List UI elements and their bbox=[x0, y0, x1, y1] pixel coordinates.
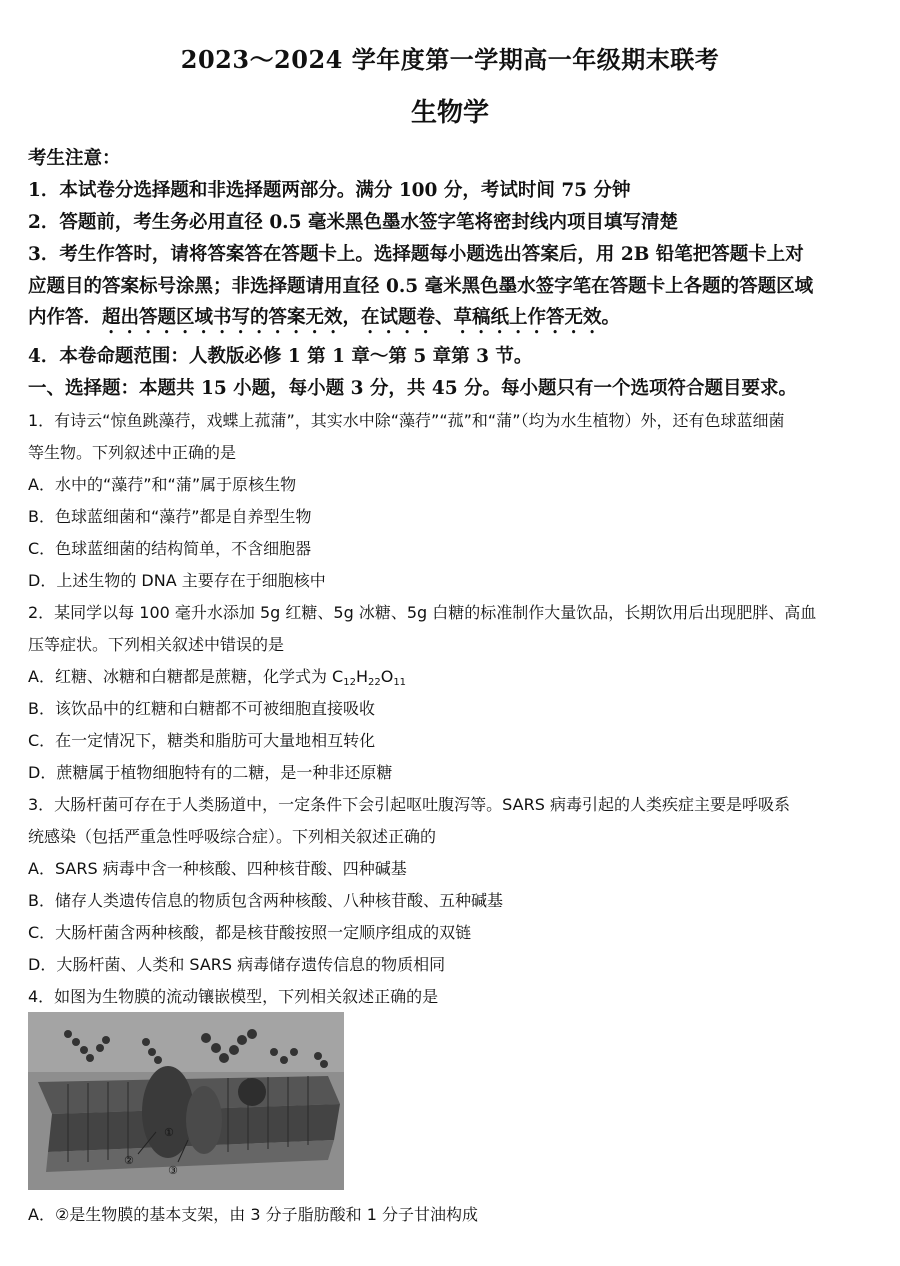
q3-option-d: D．大肠杆菌、人类和 SARS 病毒储存遗传信息的物质相同 bbox=[28, 955, 446, 974]
q2-stem-line-1: 2．某同学以每 100 毫升水添加 5g 红糖、5g 冰糖、5g 白糖的标准制作大量饮品，长期饮用后出现肥胖、高血 bbox=[28, 603, 817, 622]
q1-option-d: D．上述生物的 DNA 主要存在于细胞核中 bbox=[28, 571, 326, 590]
q4-stem: 4．如图为生物膜的流动镶嵌模型，下列相关叙述正确的是 bbox=[28, 987, 439, 1006]
notice-item-3-line-1: 3．考生作答时，请将答案答在答题卡上。选择题每小题选出答案后，用 2B 铅笔把答题卡上对 bbox=[28, 244, 804, 265]
q3-option-b: B．储存人类遗传信息的物质包含两种核酸、八种核苷酸、五种碱基 bbox=[28, 891, 503, 910]
notice-heading: 考生注意： bbox=[28, 148, 121, 169]
membrane-model-figure bbox=[28, 1012, 344, 1190]
figure-label-2: ② bbox=[124, 1154, 134, 1167]
q2-option-a-text: A．红糖、冰糖和白糖都是蔗糖，化学式为 C bbox=[28, 667, 344, 686]
notice-item-3-line-3-prefix: 内作答． bbox=[28, 307, 103, 328]
q2-option-c: C．在一定情况下，糖类和脂肪可大量地相互转化 bbox=[28, 731, 376, 750]
q3-stem-line-1: 3．大肠杆菌可存在于人类肠道中，一定条件下会引起呕吐腹泻等。SARS 病毒引起的人类疾症主要是呼吸系 bbox=[28, 795, 790, 814]
q3-stem-line-2: 统感染（包括严重急性呼吸综合症）。下列相关叙述正确的 bbox=[28, 827, 437, 846]
q2-formula-sub-o: 11 bbox=[393, 677, 407, 688]
q1-option-c: C．色球蓝细菌的结构简单，不含细胞器 bbox=[28, 539, 312, 558]
q2-stem-line-2: 压等症状。下列相关叙述中错误的是 bbox=[28, 635, 285, 654]
q1-option-b: B．色球蓝细菌和“藻荇”都是自养型生物 bbox=[28, 507, 312, 526]
q3-option-c: C．大肠杆菌含两种核酸，都是核苷酸按照一定顺序组成的双链 bbox=[28, 923, 472, 942]
section-1-heading: 一、选择题：本题共 15 小题，每小题 3 分，共 45 分。每小题只有一个选项符合题目要求。 bbox=[28, 378, 798, 399]
notice-item-3-line-2: 应题目的答案标号涂黑；非选择题请用直径 0.5 毫米黑色墨水签字笔在答题卡上各题的答题区域 bbox=[28, 276, 814, 297]
q2-formula-o: O bbox=[380, 667, 394, 686]
q1-stem-line-1: 1．有诗云“惊鱼跳藻荇，戏蝶上菰蒲”，其实水中除“藻荇”“菰”和“蒲”（均为水生植物）外，还有色球蓝细菌 bbox=[28, 411, 785, 430]
figure-label-1: ① bbox=[164, 1126, 174, 1139]
q3-option-a: A．SARS 病毒中含一种核酸、四种核苷酸、四种碱基 bbox=[28, 859, 407, 878]
q2-formula-h: H bbox=[355, 667, 368, 686]
q1-stem-line-2: 等生物。下列叙述中正确的是 bbox=[28, 443, 237, 462]
membrane-model-illustration bbox=[28, 1012, 344, 1190]
q2-formula-sub-c: 12 bbox=[343, 677, 356, 688]
notice-item-3-emphasis: 超出答题区域书写的答案无效，在试题卷、草稿纸上作答无效。 bbox=[102, 307, 621, 328]
notice-item-3-line-3 bbox=[28, 303, 884, 338]
notice-item-4: 4．本卷命题范围：人教版必修 1 第 1 章～第 5 章第 3 节。 bbox=[28, 346, 533, 367]
q2-formula-sub-h: 22 bbox=[367, 677, 381, 688]
q1-option-a: A．水中的“藻荇”和“蒲”属于原核生物 bbox=[28, 475, 297, 494]
q2-option-a bbox=[28, 664, 884, 688]
subject-title: 生物学 bbox=[410, 98, 489, 128]
notice-item-2: 2．答题前，考生务必用直径 0.5 毫米黑色墨水签字笔将密封线内项目填写清楚 bbox=[28, 212, 678, 233]
q4-option-a: A．②是生物膜的基本支架，由 3 分子脂肪酸和 1 分子甘油构成 bbox=[28, 1205, 478, 1224]
exam-title: 2023～2024 学年度第一学期高一年级期末联考 bbox=[180, 45, 720, 74]
figure-label-3: ③ bbox=[168, 1164, 178, 1177]
notice-item-1: 1．本试卷分选择题和非选择题两部分。满分 100 分，考试时间 75 分钟 bbox=[28, 180, 631, 201]
q2-option-b: B．该饮品中的红糖和白糖都不可被细胞直接吸收 bbox=[28, 699, 375, 718]
q2-option-d: D．蔗糖属于植物细胞特有的二糖，是一种非还原糖 bbox=[28, 763, 393, 782]
